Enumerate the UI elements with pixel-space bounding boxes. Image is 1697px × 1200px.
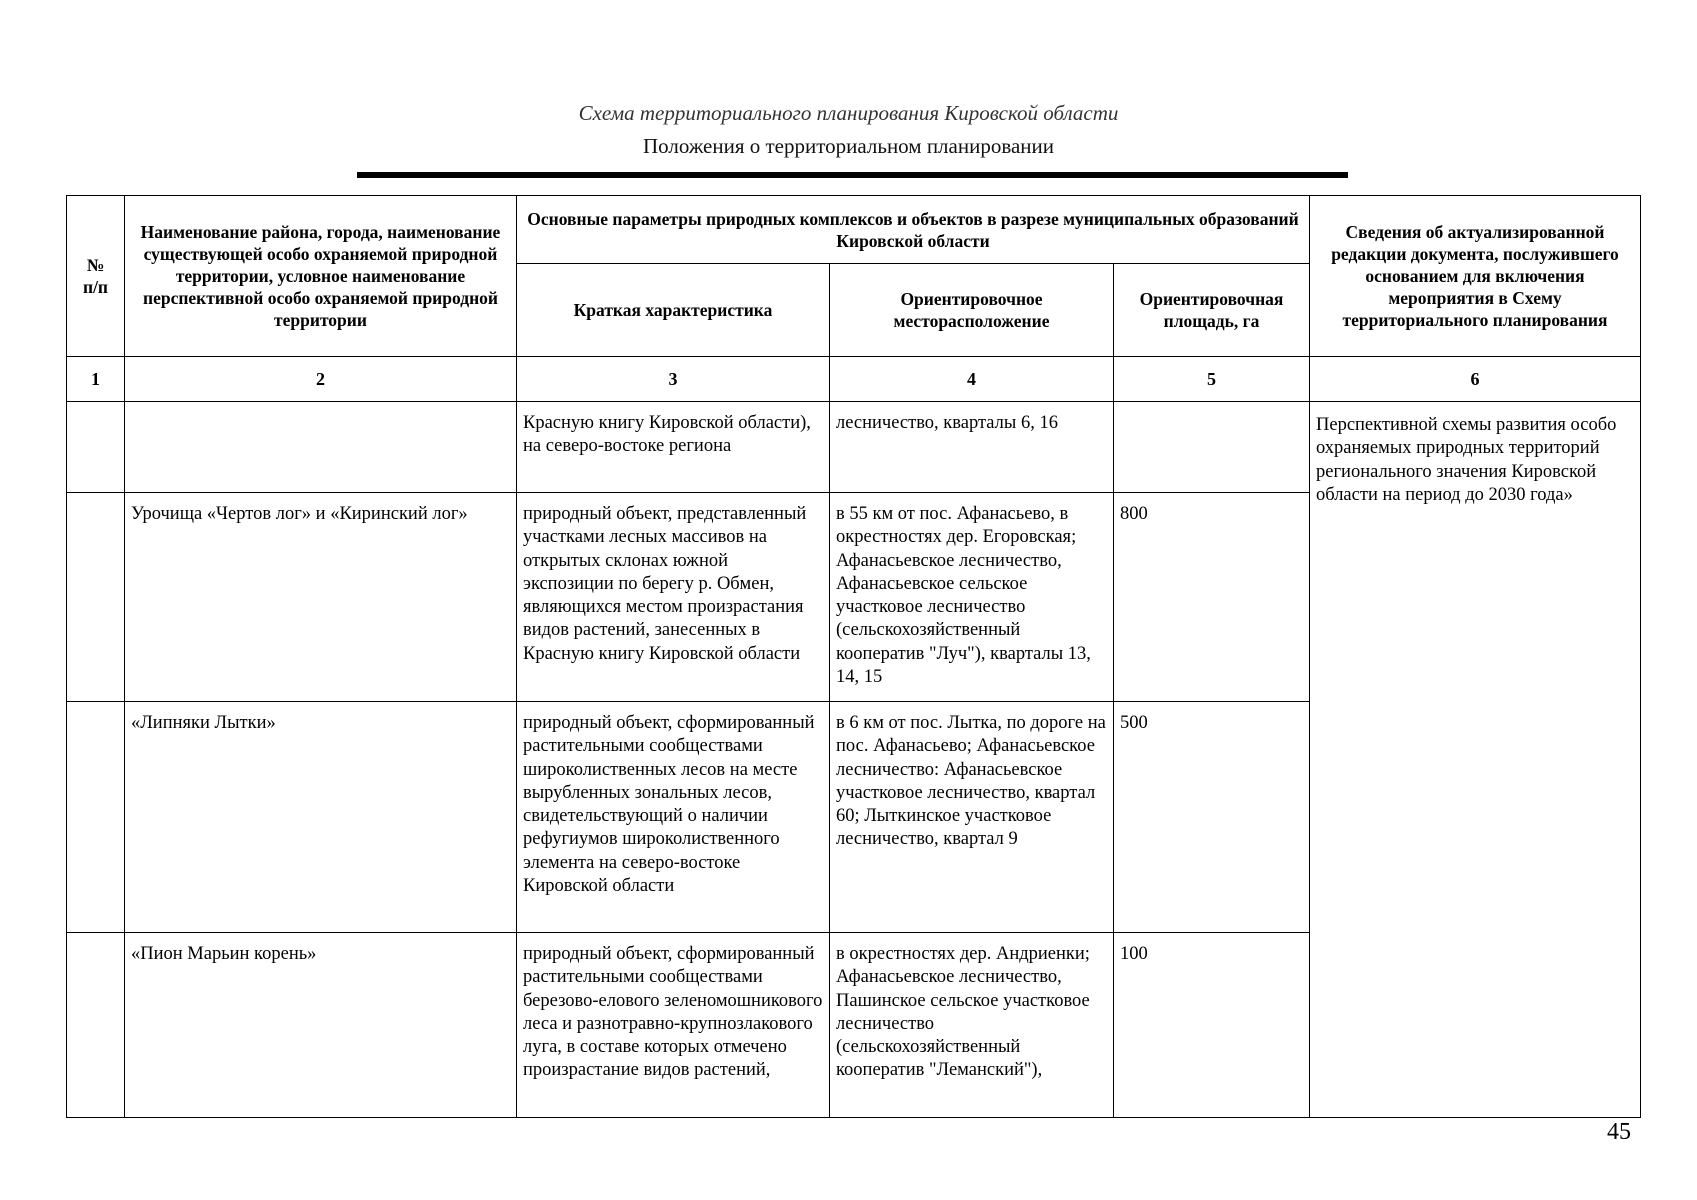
header-num: № п/п	[67, 196, 125, 357]
row-description: природный объект, представленный участками лесных массивов на открытых склонах южной экспозиции по берегу р. Обмен, являющихся местом произрастания видов растений, занесенных в Красную книгу Кировской области	[517, 493, 830, 702]
row-num	[67, 933, 125, 1118]
row-description: природный объект, сформированный растительными сообществами широколиственных лесов на месте вырубленных зональных лесов, свидетельствующий о наличии рефугиумов широколиственного элемента на северо-востоке Кировской области	[517, 702, 830, 933]
row-description: Красную книгу Кировской области), на северо-востоке региона	[517, 402, 830, 493]
row-description: природный объект, сформированный растительными сообществами березово-елового зеленомошникового леса и разнотравно-крупнозлакового луга, в составе которых отмечено произрастание видов растений,	[517, 933, 830, 1118]
row-source: Перспективной схемы развития особо охраняемых природных территорий регионального значения Кировской области на период до 2030 года»	[1310, 402, 1641, 1118]
row-num	[67, 702, 125, 933]
header-rule	[357, 172, 1348, 178]
row-num	[67, 402, 125, 493]
header-source: Сведения об актуализированной редакции документа, послужившего основанием для включения мероприятия в Схему территориального планирования	[1310, 196, 1641, 357]
table-row	[67, 402, 1641, 493]
row-location: в 55 км от пос. Афанасьево, в окрестностях дер. Егоровская; Афанасьевское лесничество, Афанасьевское сельское участковое лесничество (сельскохозяйственный кооператив "Луч"), кварталы 13, 14, 15	[830, 493, 1114, 702]
header-description: Краткая характеристика	[517, 264, 830, 357]
row-num	[67, 493, 125, 702]
index-cell: 3	[517, 357, 830, 402]
header-name: Наименование района, города, наименование существующей особо охраняемой природной территории, условное наименование перспективной особо охраняемой природной территории	[125, 196, 517, 357]
document-title: Схема территориального планирования Кировской области	[578, 101, 1119, 125]
index-cell: 4	[830, 357, 1114, 402]
document-subtitle: Положения о территориальном планировании	[642, 134, 1055, 158]
row-area: 100	[1114, 933, 1310, 1118]
nature-areas-table	[66, 195, 1641, 1118]
index-cell: 5	[1114, 357, 1310, 402]
row-location: в 6 км от пос. Лытка, по дороге на пос. Афанасьево; Афанасьевское лесничество: Афанасьевское участковое лесничество, квартал 60; Лыткинское участковое лесничество, квартал 9	[830, 702, 1114, 933]
header-group: Основные параметры природных комплексов и объектов в разрезе муниципальных образований Кировской области	[517, 196, 1310, 264]
header-area: Ориентировочная площадь, га	[1114, 264, 1310, 357]
index-cell: 2	[125, 357, 517, 402]
row-name	[125, 402, 517, 493]
row-name: «Липняки Лытки»	[125, 702, 517, 933]
row-area: 800	[1114, 493, 1310, 702]
row-location: лесничество, кварталы 6, 16	[830, 402, 1114, 493]
header-location: Ориентировочное месторасположение	[830, 264, 1114, 357]
row-area	[1114, 402, 1310, 493]
row-name: Урочища «Чертов лог» и «Киринский лог»	[125, 493, 517, 702]
index-cell: 1	[67, 357, 125, 402]
row-location: в окрестностях дер. Андриенки; Афанасьевское лесничество, Пашинское сельское участковое лесничество (сельскохозяйственный кооператив "Леманский"),	[830, 933, 1114, 1118]
row-area: 500	[1114, 702, 1310, 933]
index-cell: 6	[1310, 357, 1641, 402]
row-name: «Пион Марьин корень»	[125, 933, 517, 1118]
page-number: 45	[1607, 1119, 1631, 1145]
